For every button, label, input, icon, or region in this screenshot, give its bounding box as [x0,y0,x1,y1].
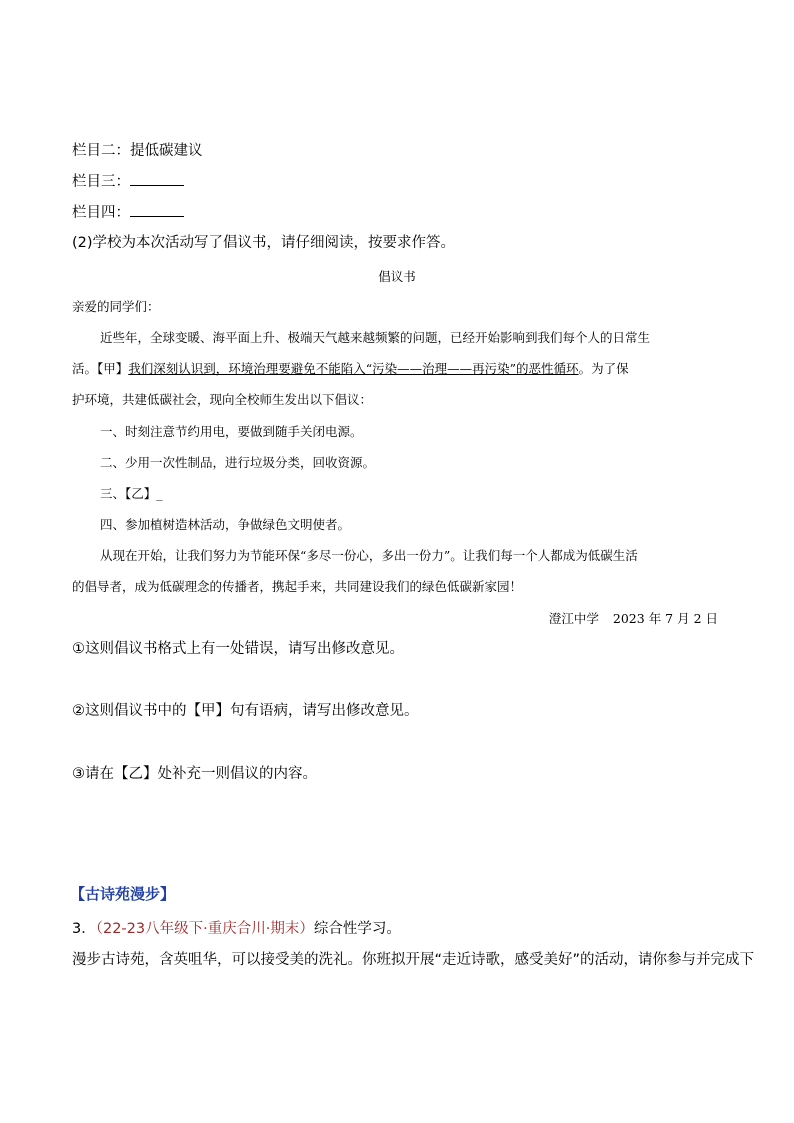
proposal-para1-line1: 近些年，全球变暖、海平面上升、极端天气越来越频繁的问题，已经开始影响到我们每个人的日常生 [100,330,651,345]
proposal-item-3: 三、【乙】_ [100,486,163,501]
column-3-label: 栏目三： [72,174,130,190]
proposal-item-1: 一、时刻注意节约用电，要做到随手关闭电源。 [100,424,363,439]
signature-date: 2023 年 7 月 2 日 [612,611,718,626]
question-3-type: 综合性学习。 [313,921,401,937]
column-3-blank[interactable] [130,172,184,186]
column-4-blank[interactable] [130,203,184,217]
subquestion-1: ①这则倡议书格式上有一处错误，请写出修改意见。 [72,641,404,657]
proposal-signature [549,609,718,629]
proposal-para1-line2 [72,359,629,379]
proposal-jia-suffix: 。为了保 [578,361,629,376]
question-3-source[interactable]: （22-23八年级下·重庆合川·期末） [95,921,314,937]
proposal-closing-line2: 的倡导者，成为低碳理念的传播者，携起手来，共同建设我们的绿色低碳新家园！ [72,579,523,594]
proposal-item-4: 四、参加植树造林活动，争做绿色文明使者。 [100,517,351,532]
column-2-text: 栏目二：提低碳建议 [72,143,203,159]
column-3-row [72,172,184,192]
section-title-ancient-poetry: 【古诗苑漫步】 [70,885,176,903]
proposal-jia-prefix: 活。【甲】 [72,361,129,376]
signature-school: 澄江中学 [548,611,599,626]
question-3-header [72,919,401,939]
proposal-greeting: 亲爱的同学们： [72,299,160,314]
subquestion-3: ③请在【乙】处补充一则倡议的内容。 [72,766,317,782]
subquestion-2: ②这则倡议书中的【甲】句有语病，请写出修改意见。 [72,703,419,719]
proposal-title: 倡议书 [378,269,416,284]
proposal-item-2: 二、少用一次性制品，进行垃圾分类，回收资源。 [100,455,376,470]
column-4-row [72,203,184,223]
question-3-text: 漫步古诗苑，含英咀华，可以接受美的洗礼。你班拟开展“走近诗歌，感受美好”的活动，请你参与并完成下 [72,952,755,968]
proposal-closing-line1: 从现在开始，让我们努力为节能环保“多尽一份心，多出一份力”。让我们每一个人都成为低碳生活 [100,548,638,563]
question-2-intro: (2)学校为本次活动写了倡议书，请仔细阅读，按要求作答。 [72,235,456,251]
column-4-label: 栏目四： [72,205,130,221]
question-3-number: 3． [72,921,96,937]
proposal-para1-line3: 护环境，共建低碳社会，现向全校师生发出以下倡议： [72,392,373,407]
proposal-jia-sentence: 我们深刻认识到，环境治理要避免不能陷入“污染——治理——再污染”的恶性循环 [128,361,579,376]
